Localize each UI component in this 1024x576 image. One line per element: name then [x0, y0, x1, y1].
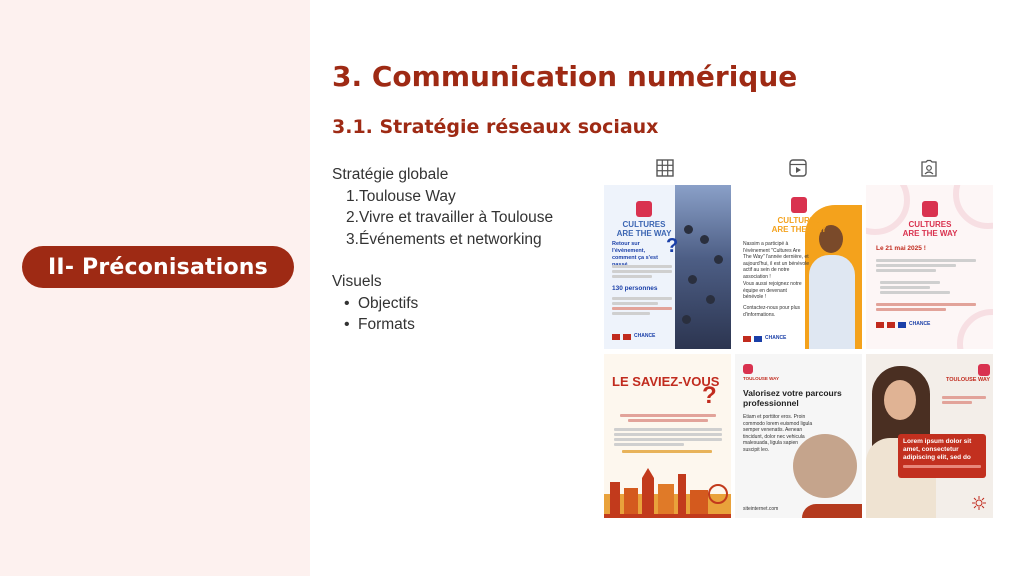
tagged-icon[interactable] — [920, 159, 938, 177]
list-item: 2.Vivre et travailler à Toulouse — [346, 209, 554, 226]
section-badge: II- Préconisations — [22, 246, 294, 288]
post-testimonial[interactable]: TOULOUSE WAY Lorem ipsum dolor sit amet, consectetur adipiscing elit, sed do — [866, 354, 993, 518]
visuals-list — [344, 293, 553, 336]
strategy-title: Stratégie globale — [332, 166, 449, 183]
visuals-title: Visuels — [332, 273, 382, 290]
crowd-image — [675, 185, 731, 349]
logo-icon — [636, 201, 652, 217]
reels-icon[interactable] — [789, 159, 807, 177]
list-item: 1.Toulouse Way — [346, 187, 456, 205]
left-panel — [0, 0, 310, 576]
list-item: • Formats — [344, 314, 553, 336]
post-career[interactable]: TOULOUSE WAY Valorisez votre parcours professionnel Etiam et porttitor eros. Proin commodo lorem euismod ligula semper venenatis. Aenean tincidunt, dolor nec vehicula malesuada, ligula sapien suscipit leo. siteinternet.com — [735, 354, 862, 518]
grid-icon[interactable] — [656, 159, 674, 177]
sun-icon — [972, 496, 986, 510]
logo-icon — [743, 364, 753, 374]
logo-icon — [791, 197, 807, 213]
group-photo-image — [793, 434, 857, 498]
instagram-grid — [604, 185, 994, 519]
list-item: • Objectifs — [344, 293, 553, 315]
list-item: 3.Événements et networking — [346, 230, 542, 248]
page-subtitle: 3.1. Stratégie réseaux sociaux — [332, 116, 659, 138]
instagram-tabs — [604, 159, 994, 181]
city-skyline-image — [604, 464, 731, 518]
page-title: 3. Communication numérique — [332, 60, 798, 93]
portrait-image — [809, 255, 855, 349]
logo-icon — [978, 364, 990, 376]
post-event-date[interactable]: CULTURES ARE THE WAY Le 21 mai 2025 ! CHANCE — [866, 185, 993, 349]
content-text — [332, 164, 553, 336]
strategy-list — [346, 186, 553, 251]
post-did-you-know[interactable]: LE SAVIEZ-VOUS ? — [604, 354, 731, 518]
post-event-recap[interactable]: CULTURES ARE THE WAY Retour sur l'évènement, comment ça s'est ? 130 personnes CHANCE — [604, 185, 731, 349]
post-volunteer[interactable]: CULTURES ARE THE WAY Nassim a participé à l'évènement "Cultures Are The Way" l'année dernière, et aujourd'hui, il est un bénévole actif au sein de notre association ! Vous aussi rejoignez notre équipe en devenant bénévole ! Contactez-nous pour plus d'informations. CHANCE — [735, 185, 862, 349]
logo-icon — [922, 201, 938, 217]
